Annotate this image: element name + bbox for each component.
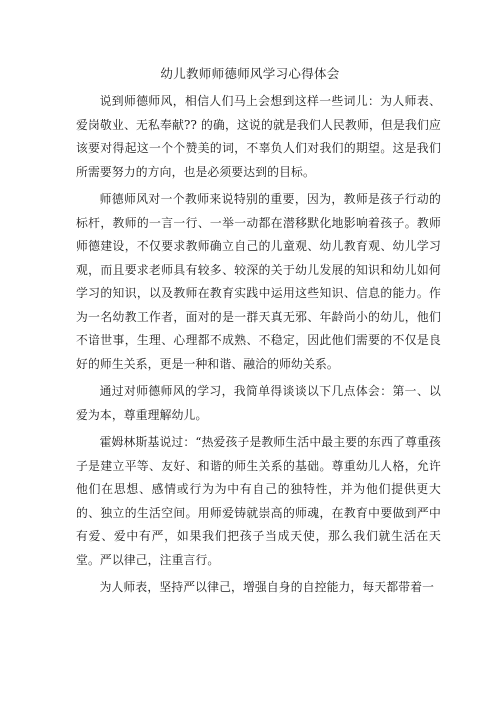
paragraph-2: 师德师风对一个教师来说特别的重要，因为，教师是孩子行动的标杆，教师的一言一行、一举一动都在潜移默化地影响着孩子。教师师德建设，不仅要求教师确立自己的儿童观、幼儿教育观、幼儿学习观，而且要求老师具有较多、较深的关于幼儿发展的知识和幼儿如何学习的知识，以及教师在教育实践中运用这些知识、信息的能力。作为一名幼教工作者，面对的是一群天真无邪、年龄尚小的幼儿，他们不谙世事，生理、心理都不成熟、不稳定，因此他们需要的不仅是良好的师生关系，更是一种和谐、融洽的师幼关系。 bbox=[76, 192, 441, 371]
document-body bbox=[76, 90, 441, 604]
paragraph-4: 霍姆林斯基说过：“热爱孩子是教师生活中最主要的东西了尊重孩子是建立平等、友好、和谐的师生关系的基础。尊重幼儿人格，允许他们在思想、感情或行为为中有自己的独特性，并为他们提供更大的、独立的生活空间。用师爱铸就崇高的师魂，在教育中要做到严中有爱、爱中有严，如果我们把孩子当成天使，那么我们就生活在天堂。严以律己，注重言行。 bbox=[76, 435, 441, 567]
paragraph-5: 为人师表，坚持严以律己，增强自身的自控能力，每天都带着一 bbox=[99, 580, 435, 594]
document-title: 幼儿教师师德师风学习心得体会 bbox=[160, 66, 340, 81]
paragraph-1: 说到师德师风，相信人们马上会想到这样一些词儿：为人师表、爱岗敬业、无私奉献?? 的确，这说的就是我们人民教师，但是我们应该要对得起这一个个赞美的词，不辜负人们对我们的期望。这是我们所需要努力的方向，也是必须要达到的目标。 bbox=[76, 94, 441, 179]
paragraph-3: 通过对师德师风的学习，我简单得谈谈以下几点体会：第一、以爱为本，尊重理解幼儿。 bbox=[76, 384, 441, 422]
